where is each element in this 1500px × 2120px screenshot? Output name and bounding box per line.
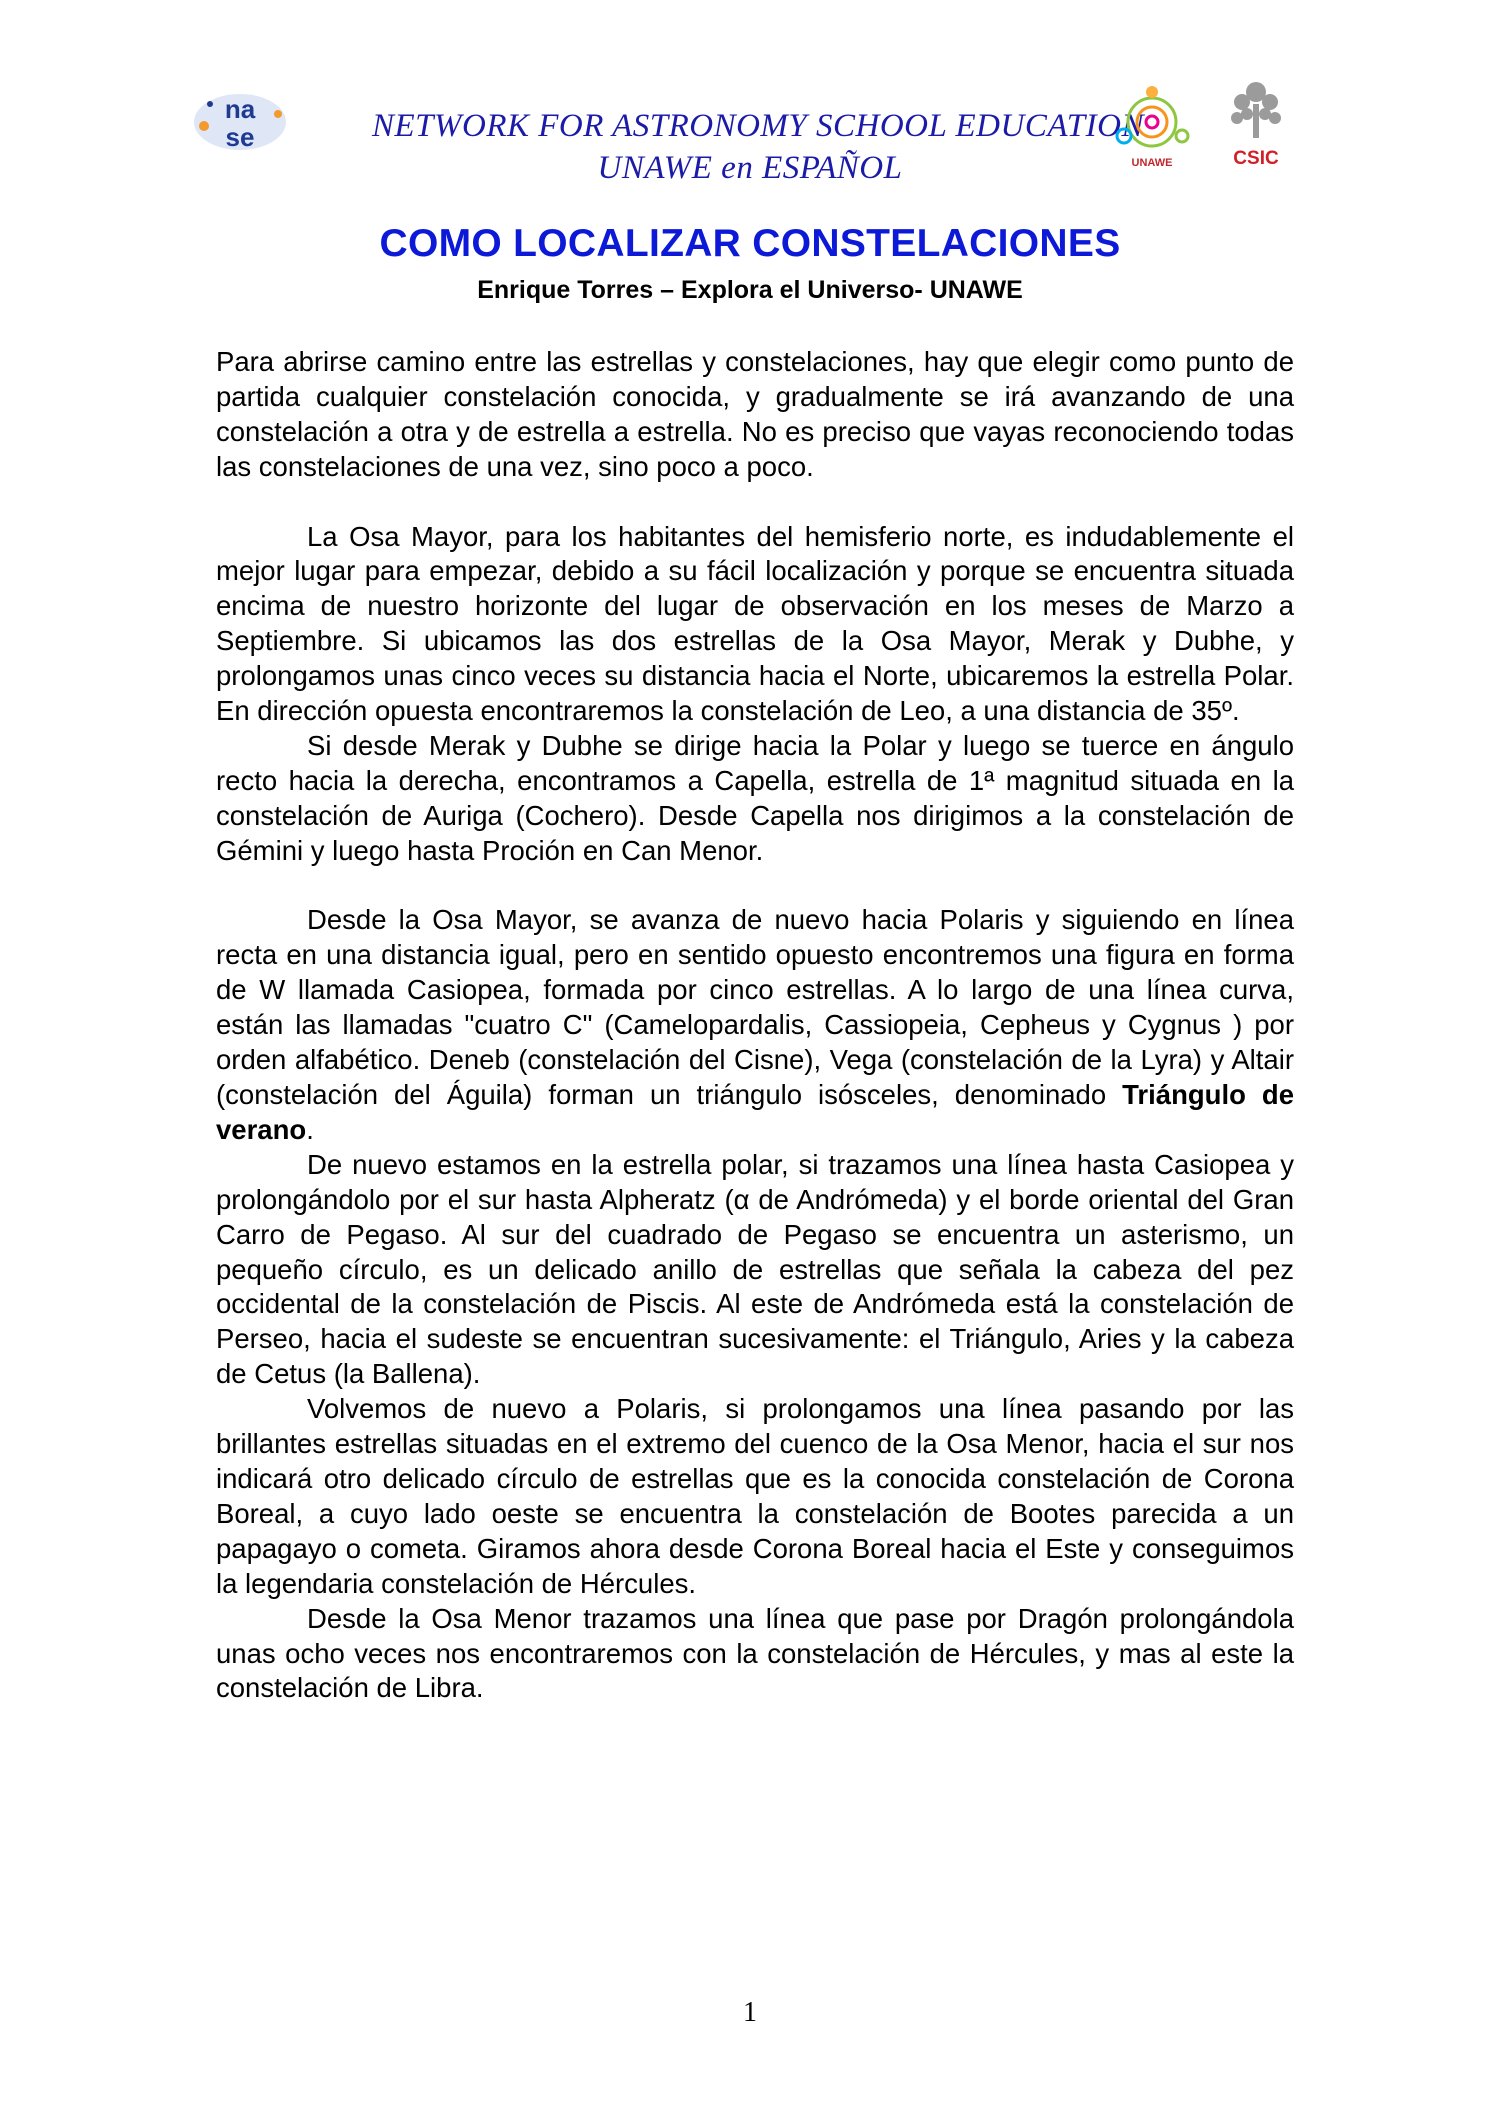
header-network-title: NETWORK FOR ASTRONOMY SCHOOL EDUCATION (372, 108, 1144, 144)
paragraph-osa-mayor: La Osa Mayor, para los habitantes del hemisferio norte, es indudablemente el mejor lugar para empezar, debido a su fácil localización y porque se encuentra situada encima de nuestro horizonte del lugar de observación en los meses de Marzo a Septiembre. Si ubicamos las dos estrellas de la Osa Mayor, Merak y Dubhe, y prolongamos unas cinco veces su distancia hacia el Norte, ubicaremos la estrella Polar. En dirección opuesta encontraremos la constelación de Leo, a una distancia de 35º. (216, 520, 1294, 727)
nase-logo-text-bottom: se (225, 122, 255, 152)
document-body (216, 345, 1294, 1706)
paragraph-casiopea-text: Desde la Osa Mayor, se avanza de nuevo hacia Polaris y siguiendo en línea recta en una distancia igual, pero en sentido opuesto encontremos una figura en forma de W llamada Casiopea, formada por cinco estrellas. A lo largo de una línea curva, están las llamadas "cuatro C" (Camelopardalis, Cassiopeia, Cepheus y Cygnus ) por orden alfabético. Deneb (constelación del Cisne), Vega (constelación de la Lyra) y Altair (constelación del Águila) forman un triángulo isósceles, denominado (216, 904, 1294, 1110)
document-title: COMO LOCALIZAR CONSTELACIONES (379, 222, 1121, 265)
paragraph-corona-boreal: Volvemos de nuevo a Polaris, si prolongamos una línea pasando por las brillantes estrellas situadas en el extremo del cuenco de la Osa Menor, hacia el sur nos indicará otro delicado círculo de estrellas que es la conocida constelación de Corona Boreal, a cuyo lado oeste se encuentra la constelación de Bootes parecida a un papagayo o cometa. Giramos ahora desde Corona Boreal hacia el Este y conseguimos la legendaria constelación de Hércules. (216, 1393, 1294, 1599)
unawe-logo-text: UNAWE (1131, 157, 1173, 169)
page-number: 1 (743, 1997, 757, 2028)
header-unawe-subtitle: UNAWE en ESPAÑOL (597, 150, 903, 186)
paragraph-casiopea (216, 903, 1294, 1147)
triangulo-de-verano-bold: Triángulo de verano (216, 1079, 1295, 1145)
unawe-logo (1112, 78, 1196, 174)
csic-logo-text: CSIC (1233, 148, 1279, 169)
paragraph-andromeda: De nuevo estamos en la estrella polar, si trazamos una línea hasta Casiopea y prolongándolo por el sur hasta Alpheratz (α de Andrómeda) y el borde oriental del Gran Carro de Pegaso. Al sur del cuadrado de Pegaso se encuentra un asterismo, un pequeño círculo, es un delicado anillo de estrellas que señala la cabeza del pez occidental de la constelación de Piscis. Al este de Andrómeda está la constelación de Perseo, hacia el sudeste se encuentran sucesivamente: el Triángulo, Aries y la cabeza de Cetus (la Ballena). (216, 1148, 1294, 1390)
nase-logo-text-top: na (224, 94, 256, 124)
page-header (0, 60, 1500, 200)
document-subtitle: Enrique Torres – Explora el Universo- UNAWE (477, 276, 1023, 304)
paragraph-capella: Si desde Merak y Dubhe se dirige hacia la Polar y luego se tuerce en ángulo recto hacia la derecha, encontramos a Capella, estrella de 1ª magnitud situada en la constelación de Auriga (Cochero). Desde Capella nos dirigimos a la constelación de Gémini y luego hasta Proción en Can Menor. (216, 729, 1294, 866)
paragraph-casiopea-end: . (306, 1113, 314, 1145)
paragraph-intro: Para abrirse camino entre las estrellas y constelaciones, hay que elegir como punto de partida cualquier constelación conocida, y gradualmente se irá avanzando de una constelación a otra y de estrella a estrella. No es preciso que vayas reconociendo todas las constelaciones de una vez, sino poco a poco. (216, 346, 1294, 482)
paragraph-hercules: Desde la Osa Menor trazamos una línea que pase por Dragón prolongándola unas ocho veces nos encontraremos con la constelación de Hércules, y mas al este la constelación de Libra. (216, 1602, 1294, 1704)
csic-logo (1225, 74, 1287, 174)
